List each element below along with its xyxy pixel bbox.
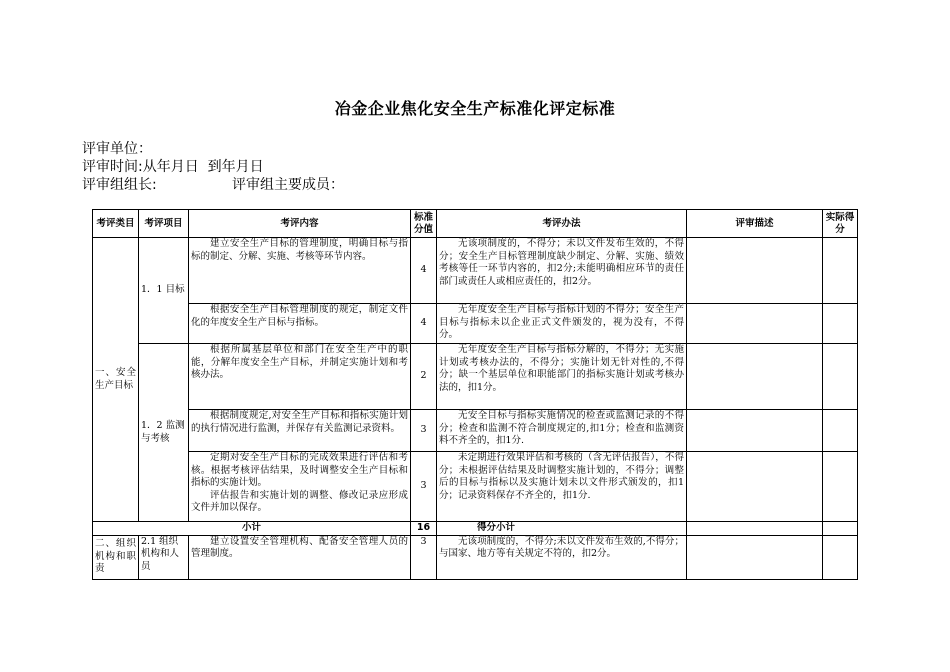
- header-method: 考评办法: [437, 210, 687, 238]
- content-cell: 根据安全生产目标管理制度的规定，制定文件化的年度安全生产目标与指标。: [189, 304, 411, 344]
- actual-score-cell[interactable]: [823, 238, 858, 304]
- header-description: 评审描述: [687, 210, 823, 238]
- review-members-label: 评审组主要成员：: [232, 177, 344, 193]
- page-title: 冶金企业焦化安全生产标准化评定标准: [334, 99, 616, 118]
- header-category: 考评类目: [93, 210, 139, 238]
- content-cell: 建立安全生产目标的管理制度，明确目标与指标的制定、分解、实施、考核等环节内容。: [189, 238, 411, 304]
- table-header-row: [93, 210, 858, 238]
- standard-score-cell: 3: [411, 535, 437, 579]
- review-time-label: 评审时间:从年月日 到年月日: [82, 159, 264, 175]
- content-cell: 根据所属基层单位和部门在安全生产中的职能，分解年度安全生产目标，并制定实施计划和考核办法。: [189, 344, 411, 410]
- table-row: [93, 410, 858, 452]
- method-cell: 无年度安全生产目标与指标分解的，不得分；无实施计划或考核办法的，不得分；实施计划无针对性的,不得分；缺一个基层单位和职能部门的指标实施计划或考核办法的，扣1分。: [437, 344, 687, 410]
- content-paragraph: 评估报告和实施计划的调整、修改记录应形成文件并加以保存。: [191, 489, 408, 513]
- description-cell[interactable]: [687, 410, 823, 452]
- actual-score-cell[interactable]: [823, 304, 858, 344]
- description-cell[interactable]: [687, 522, 823, 536]
- table-row: [93, 238, 858, 304]
- standard-score-cell: 4: [411, 304, 437, 344]
- content-paragraph: 定期对安全生产目标的完成效果进行评估和考核。根据考核评估结果，及时调整安全生产目标和指标的实施计划。: [191, 452, 408, 488]
- item-cell: 1．1 目标: [139, 238, 189, 344]
- method-cell: 无安全目标与指标实施情况的检查或监测记录的不得分；检查和监测不符合制度规定的,扣1分；检查和监测资料不齐全的，扣1分.: [437, 410, 687, 452]
- subtotal-score: 16: [411, 522, 437, 536]
- description-cell[interactable]: [687, 452, 823, 522]
- description-cell[interactable]: [687, 535, 823, 579]
- method-cell: 未定期进行效果评估和考核的（含无评估报告），不得分；未根据评估结果及时调整实施计划的，不得分；调整后的目标与指标以及实施计划未以文件形式颁发的，扣1分；记录资料保存不齐全的，扣1分.: [437, 452, 687, 522]
- item-cell: 1．2 监测与考核: [139, 344, 189, 522]
- description-cell[interactable]: [687, 304, 823, 344]
- header-content: 考评内容: [189, 210, 411, 238]
- header-item: 考评项目: [139, 210, 189, 238]
- header-actual-score: 实际得分: [823, 210, 858, 238]
- standard-score-cell: 4: [411, 238, 437, 304]
- description-cell[interactable]: [687, 238, 823, 304]
- standard-score-cell: 3: [411, 410, 437, 452]
- category-cell: 一、安全生产目标: [93, 238, 139, 522]
- category-cell: 二、组织机构和职责: [93, 535, 139, 579]
- standard-score-cell: 3: [411, 452, 437, 522]
- actual-score-cell[interactable]: [823, 522, 858, 536]
- subtotal-label: 小计: [93, 522, 411, 536]
- table-row: [93, 535, 858, 579]
- description-cell[interactable]: [687, 344, 823, 410]
- subtotal-row: [93, 522, 858, 536]
- content-cell: [189, 452, 411, 522]
- review-leader-label: 评审组组长:: [82, 177, 157, 193]
- table-row: [93, 344, 858, 410]
- evaluation-table: [92, 209, 858, 580]
- method-cell: 无该项制度的，不得分;未以文件发布生效的,不得分；与国家、地方等有关规定不符的，扣2分。: [437, 535, 687, 579]
- actual-score-cell[interactable]: [823, 452, 858, 522]
- header-standard-score: 标准分值: [411, 210, 437, 238]
- content-cell: 建立设置安全管理机构、配备安全管理人员的管理制度。: [189, 535, 411, 579]
- actual-score-cell[interactable]: [823, 344, 858, 410]
- actual-score-cell[interactable]: [823, 410, 858, 452]
- table-row: [93, 452, 858, 522]
- item-cell: 2.1 组织机构和人员: [139, 535, 189, 579]
- actual-score-cell[interactable]: [823, 535, 858, 579]
- subtotal-score-label: 得分小计: [437, 522, 687, 536]
- method-cell: 无年度安全生产目标与指标计划的不得分；安全生产目标与指标未以企业正式文件颁发的，视为没有，不得分。: [437, 304, 687, 344]
- table-row: [93, 304, 858, 344]
- standard-score-cell: 2: [411, 344, 437, 410]
- content-cell: 根据制度规定,对安全生产目标和指标实施计划的执行情况进行监测，并保存有关监测记录资料。: [189, 410, 411, 452]
- method-cell: 无该项制度的，不得分；未以文件发布生效的，不得分；安全生产目标管理制度缺少制定、分解、实施、绩效考核等任一环节内容的，扣2分;未能明确相应环节的责任部门或责任人或相应责任的，扣2分。: [437, 238, 687, 304]
- review-unit-label: 评审单位：: [82, 141, 152, 157]
